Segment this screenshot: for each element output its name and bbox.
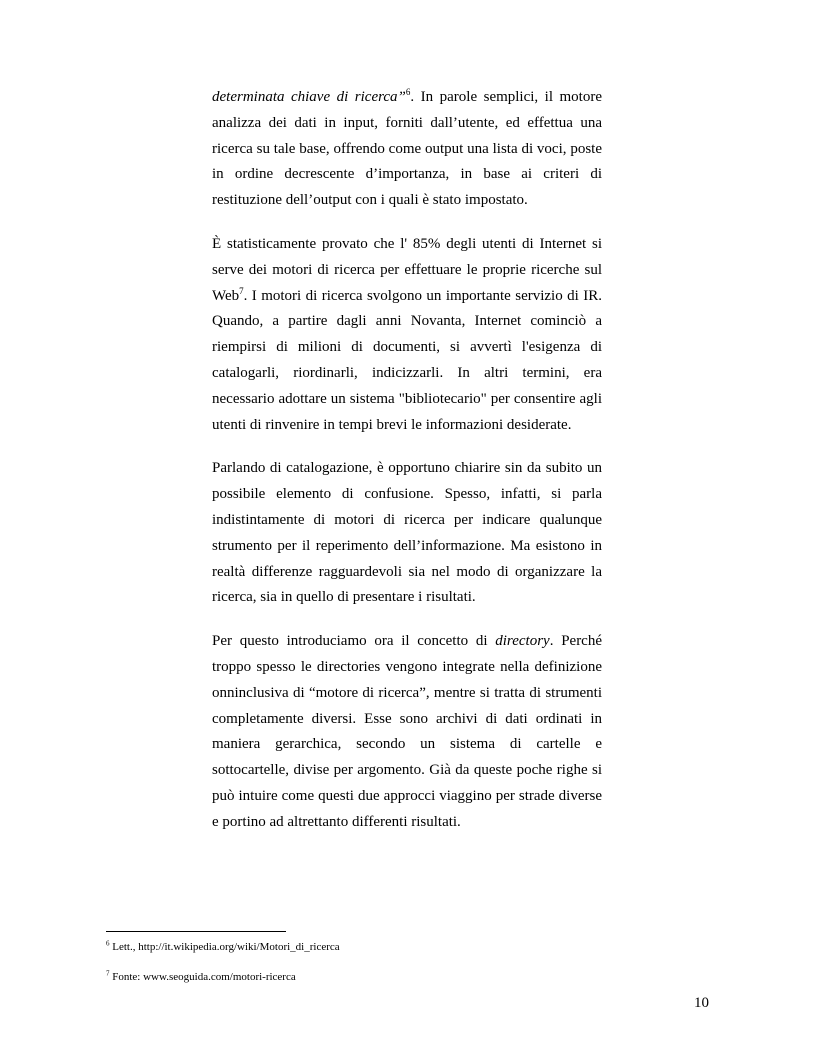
footnote-6 — [106, 940, 340, 954]
footnote-7-number: 7 — [106, 969, 110, 978]
quote-italic: determinata chiave di ricerca” — [212, 89, 406, 105]
paragraph-3 — [212, 456, 602, 611]
footnote-7 — [106, 970, 296, 984]
paragraph-2 — [212, 232, 602, 438]
body-text — [212, 85, 602, 854]
footnote-6-number: 6 — [106, 939, 110, 948]
paragraph-4-text-a: Per questo introduciamo ora il concetto di — [212, 633, 496, 650]
footnote-6-text[interactable]: Lett., http://it.wikipedia.org/wiki/Motori_di_ricerca — [109, 941, 340, 953]
paragraph-2-text-b: . I motori di ricerca svolgono un importante servizio di IR. Quando, a partire dagli anni Novanta, Internet cominciò a riempirsi di milioni di documenti, si avvertì l'esigenza di catalogarli, riordinarli, indicizzarli. In altri termini, era necessario adottare un sistema "bibliotecario" per consentire agli utenti di rinvenire in tempi brevi le informazioni desiderate. — [212, 287, 602, 433]
footnote-separator — [106, 931, 286, 932]
paragraph-1-text: . In parole semplici, il motore analizza dei dati in input, forniti dall’utente, ed effettua una ricerca su tale base, offrendo come output una lista di voci, poste in ordine decrescente d’importanza, in base ai criteri di restituzione dell’output con i quali è stato impostato. — [212, 89, 602, 209]
paragraph-1 — [212, 85, 602, 214]
footnote-ref-6[interactable]: 6 — [405, 87, 411, 97]
footnote-ref-7[interactable]: 7 — [239, 285, 244, 296]
term-directory: directory — [495, 633, 550, 650]
page-number: 10 — [694, 995, 709, 1011]
paragraph-2-text-a: È statisticamente provato che l' 85% degli utenti di Internet si serve dei motori di ricerca per effettuare le proprie ricerche sul Web — [212, 235, 602, 304]
footnote-7-text[interactable]: Fonte: www.seoguida.com/motori-ricerca — [109, 971, 296, 983]
paragraph-4-text-b: . Perché troppo spesso le directories vengono integrate nella definizione onninclusiva di “motore di ricerca”, mentre si tratta di strumenti completamente diversi. Esse sono archivi di dati ordinati in maniera gerarchica, secondo un sistema di cartelle e sottocartelle, divise per argomento. Già da queste poche righe si può intuire come questi due approcci viaggino per strade diverse e portino ad altrettanto differenti risultati. — [212, 633, 602, 830]
paragraph-4 — [212, 629, 602, 835]
paragraph-3-text: Parlando di catalogazione, è opportuno chiarire sin da subito un possibile elemento di confusione. Spesso, infatti, si parla indistintamente di motori di ricerca per indicare qualunque strumento per il reperimento dell’informazione. Ma esistono in realtà differenze ragguardevoli sia nel modo di organizzare la ricerca, sia in quello di presentare i risultati. — [212, 460, 602, 606]
